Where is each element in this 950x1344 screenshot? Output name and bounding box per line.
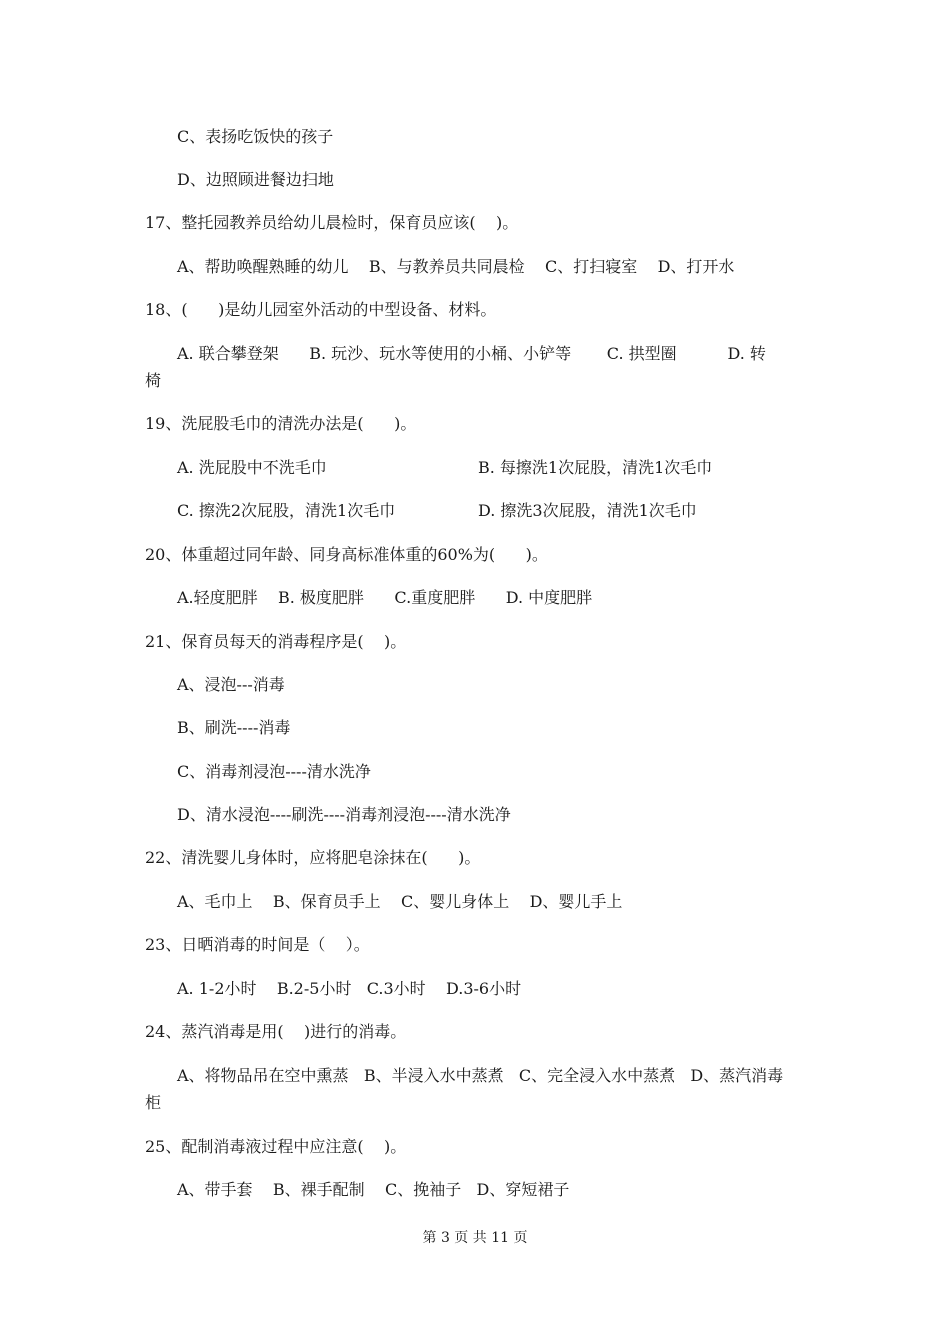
q19-option-d: D. 擦洗3次屁股，清洗1次毛巾 [478,501,697,520]
question-23: 23、日晒消毒的时间是（ ）。 [145,935,370,954]
q18-options: A. 联合攀登架 B. 玩沙、玩水等使用的小桶、小铲等 C. 拱型圈 D. 转 [177,344,766,363]
question-22: 22、清洗婴儿身体时，应将肥皂涂抹在( )。 [145,848,481,867]
page-footer: 第 3 页 共 11 页 [422,1230,528,1246]
q21-option-b: B、刷洗----消毒 [177,718,291,737]
q23-options: A. 1-2小时 B.2-5小时 C.3小时 D.3-6小时 [177,979,522,998]
q20-options: A.轻度肥胖 B. 极度肥胖 C.重度肥胖 D. 中度肥胖 [177,588,593,607]
q21-option-c: C、消毒剂浸泡----清水洗净 [177,762,371,781]
question-17: 17、整托园教养员给幼儿晨检时，保育员应该( )。 [145,213,519,232]
q21-option-a: A、浸泡---消毒 [177,675,285,694]
q19-option-c: C. 擦洗2次屁股，清洗1次毛巾 [177,501,396,520]
q24-options: A、将物品吊在空中熏蒸 B、半浸入水中蒸煮 C、完全浸入水中蒸煮 D、蒸汽消毒 [177,1066,784,1085]
q19-option-b: B. 每擦洗1次屁股，清洗1次毛巾 [478,458,713,477]
question-18: 18、( )是幼儿园室外活动的中型设备、材料。 [145,300,497,319]
q21-option-d: D、清水浸泡----刷洗----消毒剂浸泡----清水洗净 [177,805,511,824]
q19-option-a: A. 洗屁股中不洗毛巾 [177,458,327,477]
q22-options: A、毛巾上 B、保育员手上 C、婴儿身体上 D、婴儿手上 [177,892,623,911]
question-25: 25、配制消毒液过程中应注意( )。 [145,1137,407,1156]
question-20: 20、体重超过同年龄、同身高标准体重的60%为( )。 [145,545,548,564]
q16-option-d: D、边照顾进餐边扫地 [177,170,334,189]
q24-options-wrap: 柜 [145,1093,162,1112]
q18-options-wrap: 椅 [145,371,162,390]
q25-options: A、带手套 B、裸手配制 C、挽袖子 D、穿短裙子 [177,1180,570,1199]
question-24: 24、蒸汽消毒是用( )进行的消毒。 [145,1022,407,1041]
q16-option-c: C、表扬吃饭快的孩子 [177,127,334,146]
question-19: 19、洗屁股毛巾的清洗办法是( )。 [145,414,417,433]
question-21: 21、保育员每天的消毒程序是( )。 [145,632,407,651]
q17-options: A、帮助唤醒熟睡的幼儿 B、与教养员共同晨检 C、打扫寝室 D、打开水 [177,257,735,276]
